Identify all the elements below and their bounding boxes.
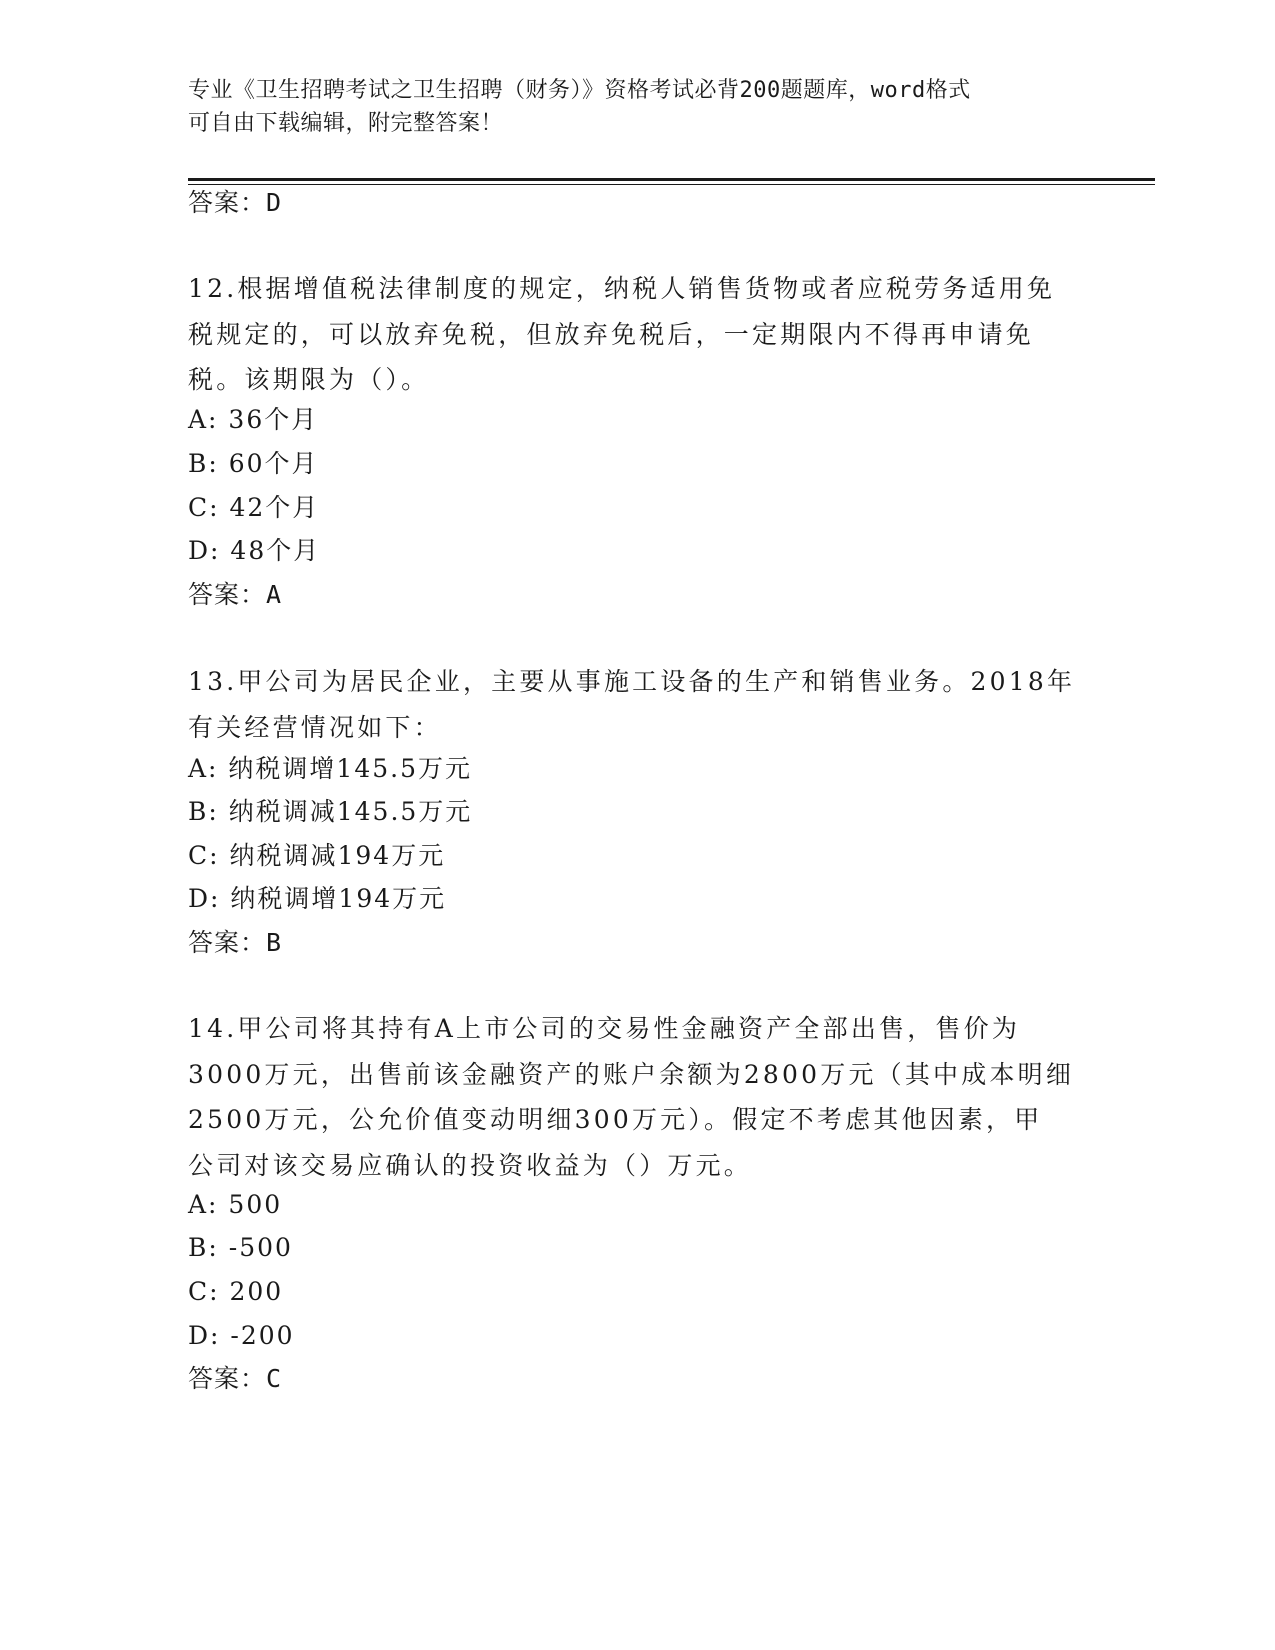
question-12-answer: 答案：A (188, 580, 283, 609)
question-stem-line: 有关经营情况如下： (188, 712, 442, 742)
question-12-option-a: A: 36个月 (188, 405, 319, 434)
question-stem-line: 税规定的，可以放弃免税，但放弃免税后，一定期限内不得再申请免 (188, 319, 1035, 349)
question-14-option-c: C: 200 (188, 1277, 284, 1306)
question-13-answer: 答案：B (188, 928, 283, 957)
question-14-option-a: A: 500 (188, 1190, 283, 1219)
question-13-stem (188, 659, 1088, 750)
question-13-option-a: A: 纳税调增145.5万元 (188, 754, 472, 783)
question-stem-line: 税。该期限为（）。 (188, 365, 430, 394)
question-14-option-b: B: -500 (188, 1233, 293, 1262)
document-header (188, 74, 1088, 140)
question-stem-line: 13.甲公司为居民企业，主要从事施工设备的生产和销售业务。2018年 (188, 667, 1076, 696)
header-line-2: 可自由下载编辑，附完整答案！ (188, 111, 504, 136)
question-stem-line: 公司对该交易应确认的投资收益为（）万元。 (188, 1150, 753, 1180)
question-14-answer: 答案：C (188, 1364, 283, 1393)
question-12-stem (188, 266, 1088, 403)
question-stem-line: 3000万元，出售前该金融资产的账户余额为2800万元（其中成本明细 (188, 1059, 1075, 1089)
question-stem-line: 12.根据增值税法律制度的规定，纳税人销售货物或者应税劳务适用免 (188, 274, 1056, 303)
question-12-option-c: C: 42个月 (188, 493, 320, 522)
question-stem-line: 14.甲公司将其持有A上市公司的交易性金融资产全部出售，售价为 (188, 1014, 1021, 1043)
question-13-option-c: C: 纳税调减194万元 (188, 841, 446, 870)
question-13-option-d: D: 纳税调增194万元 (188, 884, 447, 913)
header-divider-thin (188, 184, 1155, 185)
previous-answer: 答案：D (188, 188, 283, 217)
question-12-option-d: D: 48个月 (188, 536, 321, 565)
question-14-stem (188, 1006, 1088, 1188)
question-stem-line: 2500万元，公允价值变动明细300万元）。假定不考虑其他因素，甲 (188, 1105, 1043, 1134)
header-divider-thick (188, 178, 1155, 181)
header-line-1: 专业《卫生招聘考试之卫生招聘（财务）》资格考试必背200题题库，word格式 (188, 78, 971, 103)
question-14-option-d: D: -200 (188, 1321, 295, 1350)
question-13-option-b: B: 纳税调减145.5万元 (188, 797, 473, 826)
question-12-option-b: B: 60个月 (188, 449, 319, 478)
